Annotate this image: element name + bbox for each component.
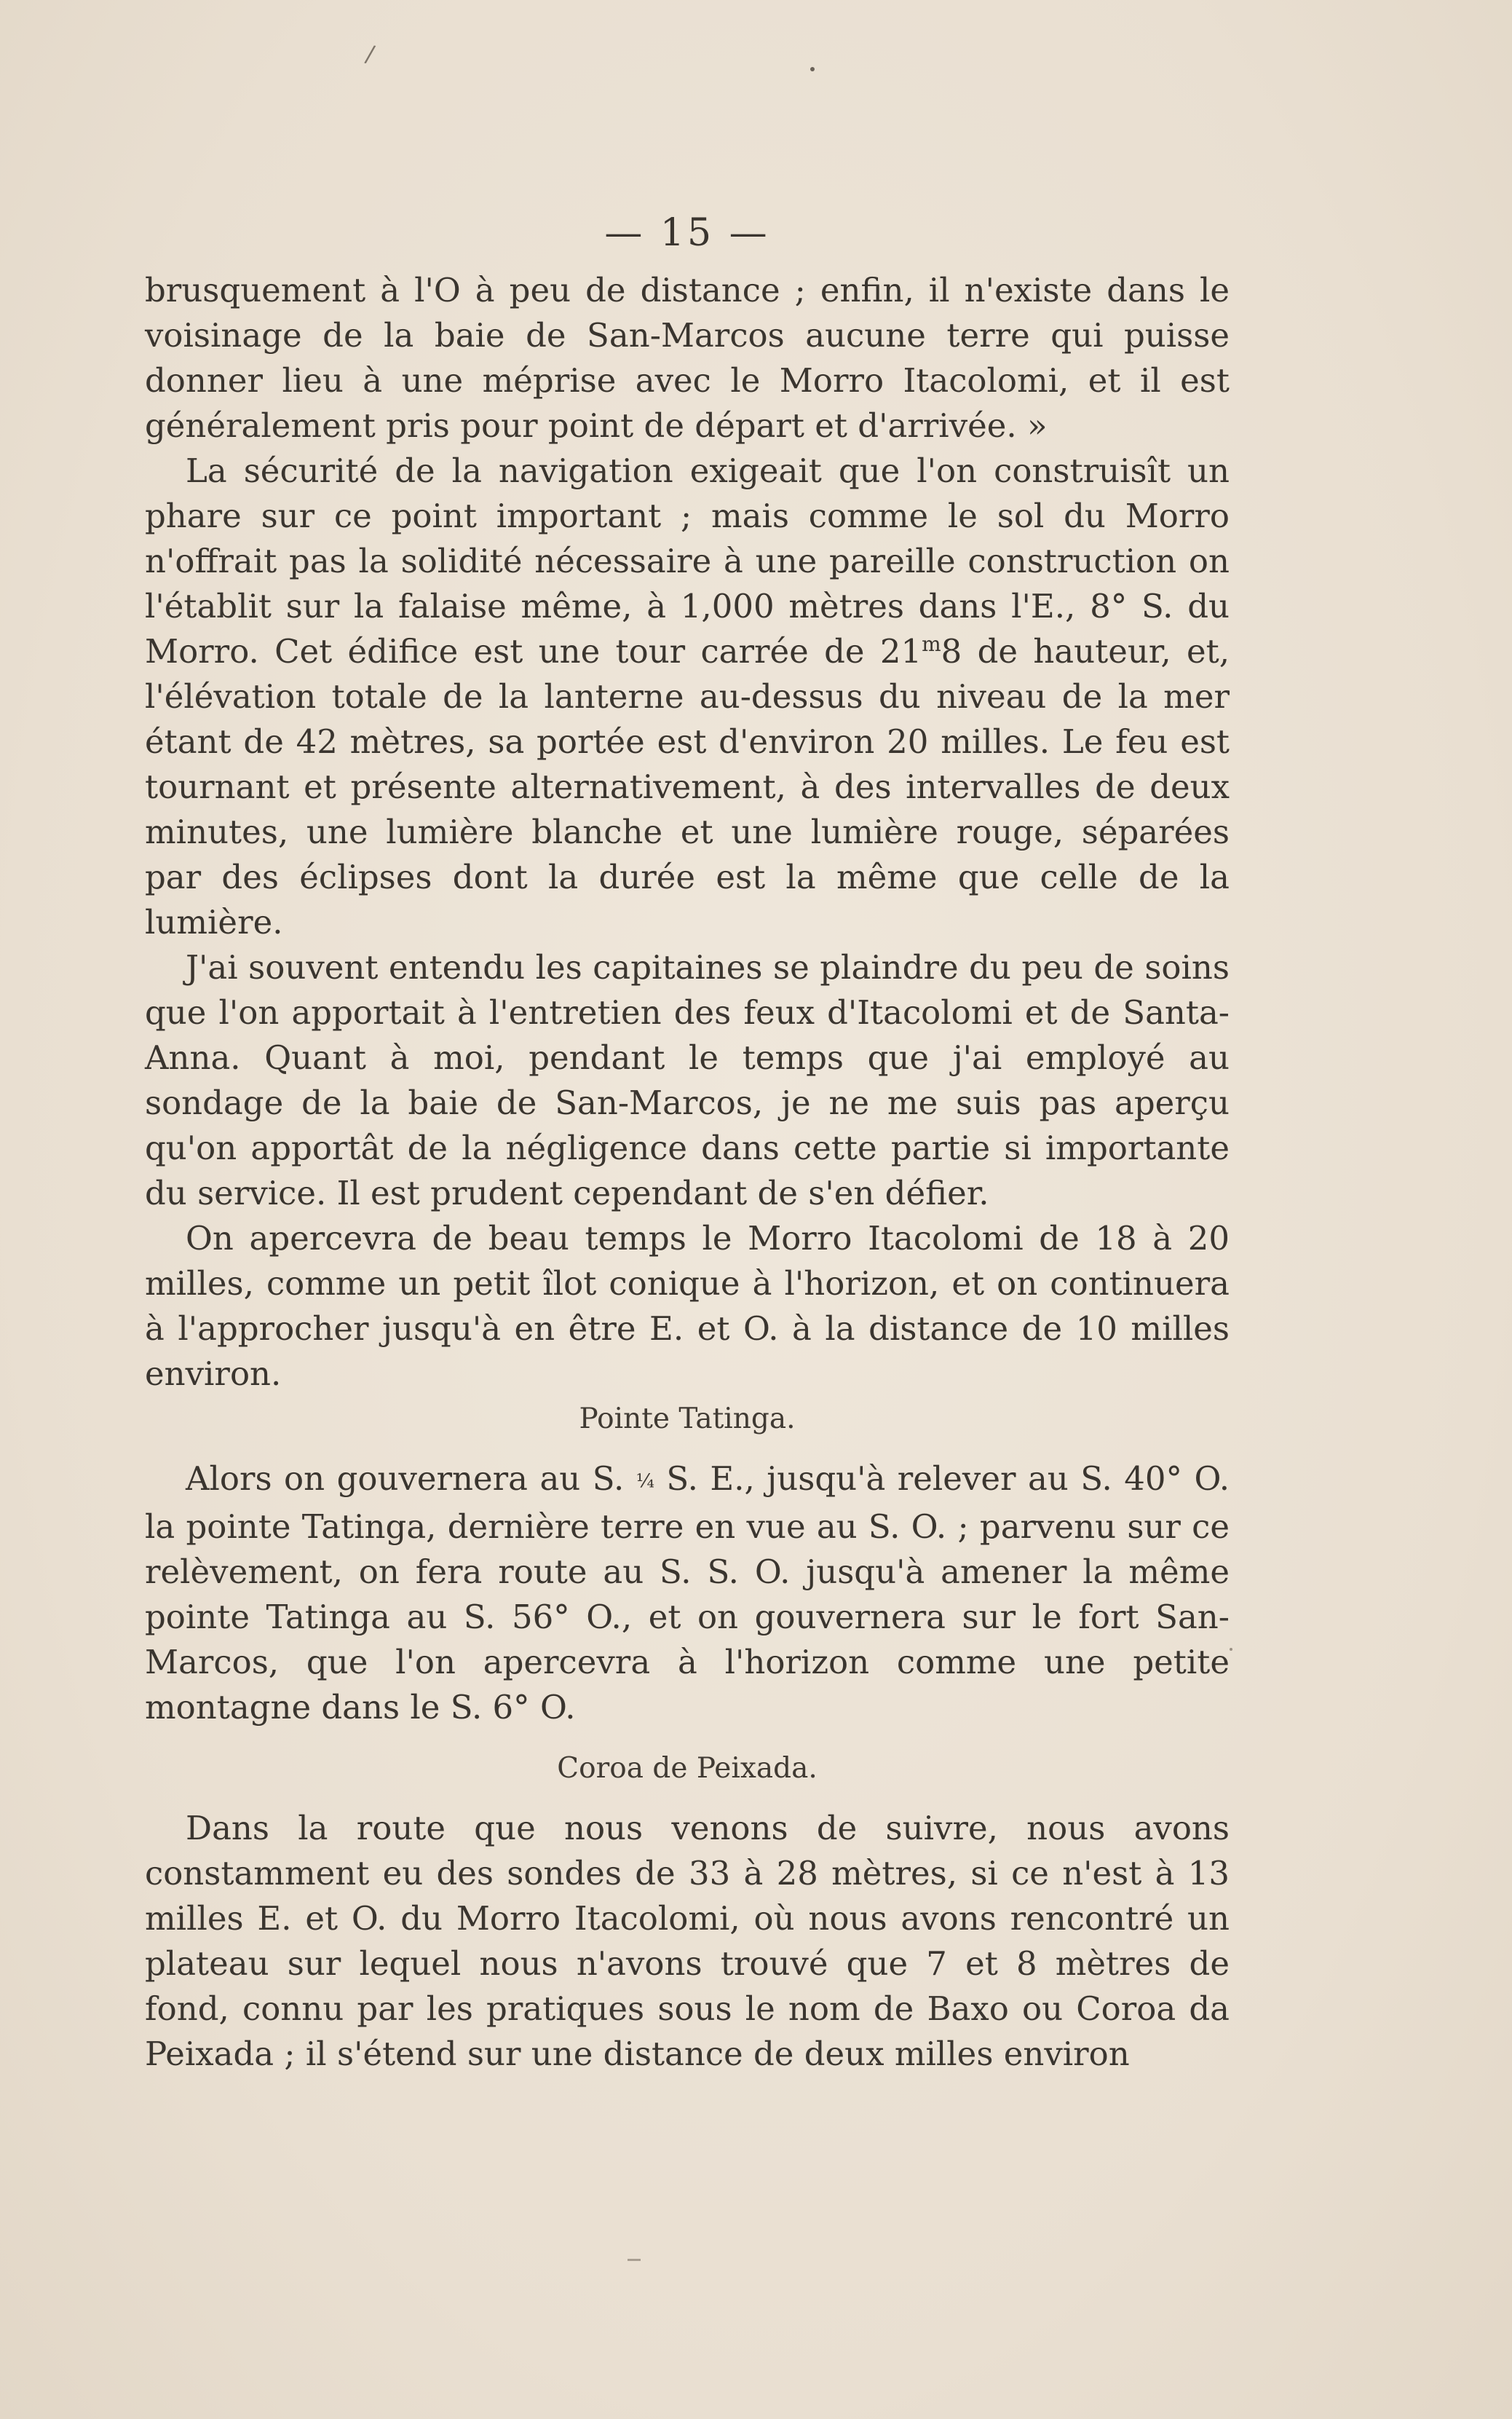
pencil-mark: / — [363, 39, 377, 68]
paragraph-5-part-a: Alors on gouvernera au S. — [186, 1459, 636, 1498]
paragraph-2-part-b: 8 de hauteur, et, l'élévation totale de la lanterne au-dessus du niveau de la mer étant de 42 mètres, sa portée est d'environ 20 milles. Le feu est tournant et présente alternativement, à des intervalles de deux minutes, une lumière blanche et une lumière rouge, séparées par des éclipses dont la durée est la même que celle de la lumière. — [145, 632, 1230, 942]
section-heading-pointe-tatinga: Pointe Tatinga. — [579, 1402, 796, 1435]
paragraph-5 — [145, 1456, 1230, 1730]
paragraph-2 — [145, 449, 1230, 945]
section-heading-coroa-de-peixada: Coroa de Peixada. — [557, 1751, 818, 1785]
paragraph-2-part-a: La sécurité de la navigation exigeait que l'on construisît un phare sur ce point important ; mais comme le sol du Morro n'offrait pas la solidité nécessaire à une pareille construction on l'établit sur la falaise même, à 1,000 mètres dans l'E., 8° S. du Morro. Cet édifice est une tour carrée de 21 — [145, 451, 1230, 671]
ink-speck — [628, 2259, 641, 2261]
paragraph-1: brusquement à l'O à peu de distance ; enfin, il n'existe dans le voisinage de la baie de San-Marcos aucune terre qui puisse donner lieu à une méprise avec le Morro Itacolomi, et il est généralement pris pour point de départ et d'arrivée. » — [145, 271, 1230, 445]
paragraph-5-part-b: S. E., jusqu'à relever au S. 40° O. la pointe Tatinga, dernière terre en vue au S. O. ; parvenu sur ce relèvement, on fera route au S. S. O. jusqu'à amener la même pointe Tatinga au S. 56° O., et on gouvernera sur le fort San-Marcos, que l'on apercevra à l'horizon comme une petite montagne dans le S. 6° O. — [145, 1459, 1230, 1727]
ink-speck — [1230, 1648, 1232, 1651]
page-number: — 15 — — [604, 211, 770, 255]
paragraph-4: On apercevra de beau temps le Morro Itacolomi de 18 à 20 milles, comme un petit îlot conique à l'horizon, et on continuera à l'approcher jusqu'à en être E. et O. à la distance de 10 milles environ. — [145, 1219, 1230, 1393]
ink-speck — [810, 67, 815, 71]
superscript-metres: m — [922, 632, 941, 656]
paragraph-3: J'ai souvent entendu les capitaines se plaindre du peu de soins que l'on apportait à l'entretien des feux d'Itacolomi et de Santa-Anna. Quant à moi, pendant le temps que j'ai employé au sondage de la baie de San-Marcos, je ne me suis pas aperçu qu'on apportât de la négligence dans cette partie si importante du service. Il est prudent cependant de s'en défier. — [145, 948, 1230, 1212]
fraction-quarter: ¼ — [636, 1470, 654, 1493]
paragraph-6: Dans la route que nous venons de suivre, nous avons constamment eu des sondes de 33 à 28 mètres, si ce n'est à 13 milles E. et O. du Morro Itacolomi, où nous avons rencontré un plateau sur lequel nous n'avons trouvé que 7 et 8 mètres de fond, connu par les pratiques sous le nom de Baxo ou Coroa da Peixada ; il s'étend sur une distance de deux milles environ — [145, 1808, 1230, 2073]
body-text — [145, 268, 1230, 2077]
